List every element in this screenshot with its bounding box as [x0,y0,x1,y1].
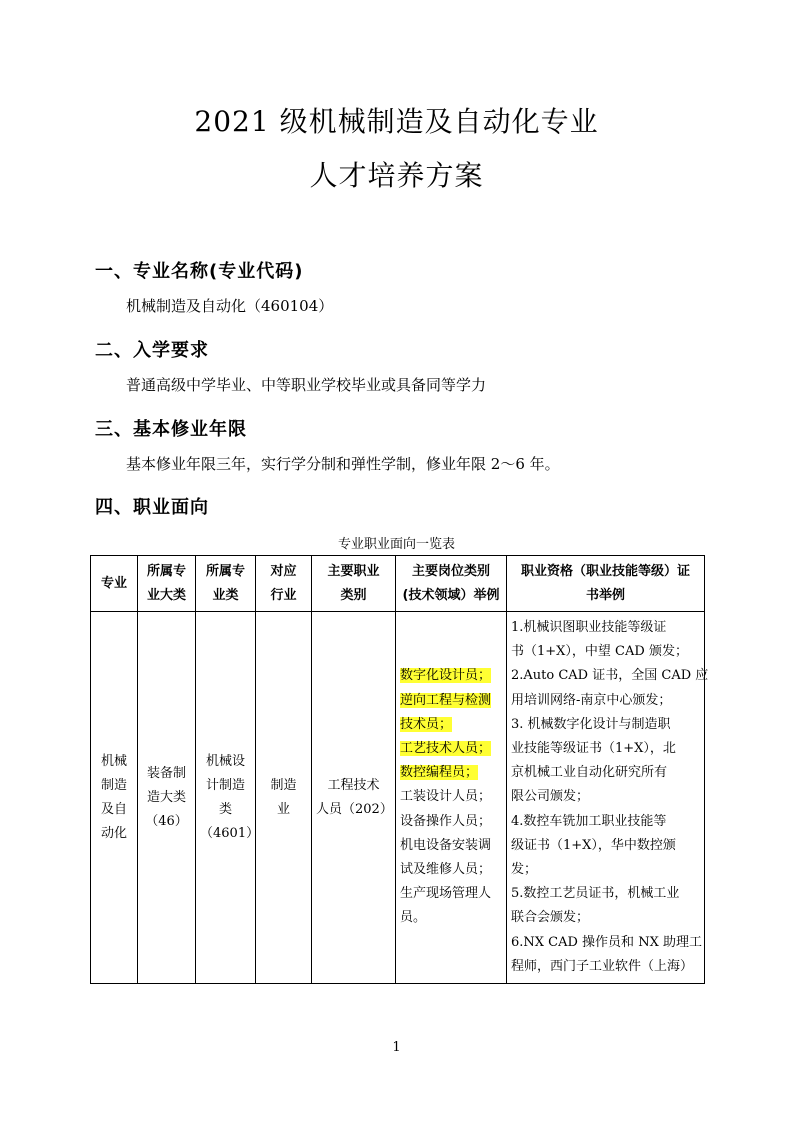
document-title-line2: 人才培养方案 [309,159,484,192]
cell-line: 制造 [270,777,297,793]
cell-line [400,664,502,688]
cell-line: 行业 [270,587,297,603]
cell-line: 专业 [100,575,127,591]
cell-line: 书（1+X），中望 CAD 颁发； [511,644,688,660]
section-text-1: 机械制造及自动化（460104） [126,297,334,315]
cell-line: 3. 机械数字化设计与制造职 [511,716,671,732]
cell-line [400,761,502,785]
cell-line: 工程技术 [327,777,380,793]
document-title-line1: 2021 级机械制造及自动化专业 [194,105,599,138]
cell-line: 主要职业 [327,563,380,579]
cell-line: 机电设备安装调 [400,837,492,853]
cell-line [400,689,502,713]
cell-line [400,737,502,761]
cell-line: (技术领域）举例 [402,587,500,603]
cell-line: 人员（202） [316,801,393,817]
highlighted-text: 数控编程员； [400,765,479,781]
cell-line: 工装设计人员； [400,789,492,805]
cell-class [196,612,260,984]
cell-line: 业 [276,801,290,817]
cell-line: 生产现场管理人 [400,886,492,902]
career-orientation-table [90,555,709,984]
header-category [138,556,196,612]
cell-line: 机械设 [205,753,245,769]
cell-line: 动化 [100,825,127,841]
cell-line: 京机械工业自动化研究所有 [511,765,668,781]
cell-line: 设备操作人员； [400,813,492,829]
cell-line: 6.NX CAD 操作员和 NX 助理工 [511,934,702,950]
highlighted-text: 技术员； [400,716,453,732]
cell-major [91,612,138,984]
highlighted-text: 逆向工程与检测 [400,692,492,708]
highlighted-text: 数字化设计员； [400,668,492,684]
cell-line: 用培训网络-南京中心颁发； [511,692,672,708]
cell-line: 所属专 [205,563,245,579]
header-major [91,556,138,612]
cell-line: 造大类 [146,789,186,805]
header-occupation [312,556,396,612]
cell-line: 主要岗位类别 [411,563,490,579]
cell-line: 程师，西门子工业软件（上海） [511,958,694,974]
page-number: 1 [392,1040,401,1055]
cell-line: 计制造 [205,777,245,793]
cell-line: 装备制 [146,765,186,781]
section-text-3: 基本修业年限三年，实行学分制和弹性学制，修业年限 2～6 年。 [126,455,560,473]
cell-line: 书举例 [585,587,625,603]
cell-line: 制造 [100,777,127,793]
cell-line: 类别 [340,587,367,603]
cell-certificates [507,612,709,984]
cell-line: 业大类 [146,587,186,603]
cell-line: 类 [218,801,232,817]
cell-line: 5.数控工艺员证书，机械工业 [511,886,680,902]
header-industry [256,556,312,612]
header-positions [396,556,507,612]
table-caption: 专业职业面向一览表 [337,537,455,552]
cell-line: （46） [145,813,188,829]
cell-line: 级证书（1+X），华中数控颁 [511,837,676,853]
table-header-row [91,556,705,612]
cell-occupation [312,612,396,984]
section-text-2: 普通高级中学毕业、中等职业学校毕业或具备同等学力 [126,376,487,394]
cell-positions [396,612,507,984]
cell-line: 及自 [100,801,127,817]
cell-line: 机械 [100,753,127,769]
cell-line: 发； [511,862,538,878]
section-heading-3: 三、基本修业年限 [95,419,247,440]
header-class [196,556,256,612]
highlighted-text: 工艺技术人员； [400,741,492,757]
cell-line: 2.Auto CAD 证书，全国 CAD 应 [511,668,709,684]
cell-line: 所属专 [146,563,186,579]
table-row [91,612,705,984]
section-heading-2: 二、入学要求 [95,340,209,361]
cell-line: 4.数控车铣加工职业技能等 [511,813,667,829]
section-heading-4: 四、职业面向 [95,497,209,518]
cell-line: 1.机械识图职业技能等级证 [511,620,667,635]
cell-line [400,713,502,737]
cell-line: 限公司颁发； [511,789,590,805]
cell-line: 业类 [212,587,239,603]
cell-category [138,612,196,984]
cell-line: 职业资格（职业技能等级）证 [520,563,690,579]
cell-line: 对应 [270,563,297,579]
cell-line: 联合会颁发； [511,910,590,926]
cell-line: 试及维修人员； [400,862,492,878]
section-heading-1: 一、专业名称(专业代码) [95,261,304,282]
cell-line: 员。 [400,910,427,926]
cell-industry [256,612,312,984]
header-certificates [507,556,705,612]
cell-line: 业技能等级证书（1+X），北 [511,741,676,757]
cell-line: （4601） [200,825,260,841]
